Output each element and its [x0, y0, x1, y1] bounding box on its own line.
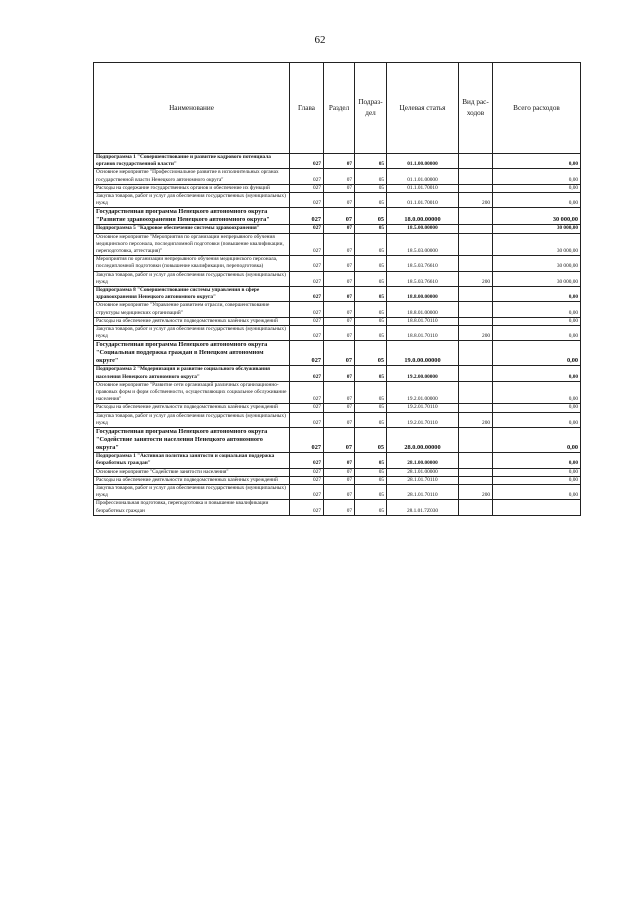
row-target: 18.8.01.70110 [387, 317, 459, 325]
row-section: 07 [324, 366, 355, 381]
row-target: 28.1.01.70110 [387, 476, 459, 484]
table-row [94, 184, 581, 192]
row-expense-type [459, 302, 493, 317]
row-name: Мероприятия по организации непрерывного обучения медицинского персонала, последипломной подготовки (повышение квалификации, переподготовка) [94, 256, 290, 271]
header-total: Всего расходов [493, 63, 581, 154]
row-subsection: 05 [355, 302, 387, 317]
row-subsection: 05 [355, 500, 387, 515]
row-name: Закупка товаров, работ и услуг для обеспечения государственных (муниципальных) нужд [94, 412, 290, 427]
row-expense-type: 200 [459, 412, 493, 427]
row-target: 18.5.03.00000 [387, 233, 459, 256]
header-chapter: Глава [290, 63, 324, 154]
row-target: 28.1.01.70110 [387, 484, 459, 499]
row-subsection: 05 [355, 208, 387, 225]
row-chapter: 027 [290, 287, 324, 302]
row-chapter: 027 [290, 208, 324, 225]
row-chapter: 027 [290, 169, 324, 184]
budget-table [93, 62, 581, 516]
row-total [493, 500, 581, 515]
row-chapter: 027 [290, 500, 324, 515]
row-expense-type [459, 366, 493, 381]
row-section: 07 [324, 468, 355, 476]
row-section: 07 [324, 412, 355, 427]
row-expense-type [459, 476, 493, 484]
row-target: 01.1.01.70010 [387, 193, 459, 208]
row-name: Государственная программа Ненецкого автономного округа "Развитие здравоохранения Ненецкого автономного округа" [94, 208, 290, 225]
row-chapter: 027 [290, 184, 324, 192]
row-subsection: 05 [355, 412, 387, 427]
row-name: Основное мероприятие "Мероприятия по организации непрерывного обучения медицинского персонала, последипломной подготовки (повышение квалификации, переподготовка, аттестация)" [94, 233, 290, 256]
row-subsection: 05 [355, 366, 387, 381]
row-section: 07 [324, 233, 355, 256]
table-row [94, 326, 581, 341]
header-target: Целевая статья [387, 63, 459, 154]
row-target: 18.8.01.70110 [387, 326, 459, 341]
table-row [94, 256, 581, 271]
row-target: 28.1.01.7Z030 [387, 500, 459, 515]
row-target: 18.5.03.76610 [387, 256, 459, 271]
row-subsection: 05 [355, 287, 387, 302]
page-number: 62 [314, 34, 326, 46]
row-expense-type: 200 [459, 484, 493, 499]
row-target: 18.5.03.76610 [387, 271, 459, 286]
row-chapter: 027 [290, 476, 324, 484]
row-target: 18.8.00.00000 [387, 287, 459, 302]
row-chapter: 027 [290, 428, 324, 453]
row-expense-type [459, 341, 493, 366]
row-name: Подпрограмма 8 "Совершенствование системы управления в сфере здравоохранения Ненецкого автономного округа" [94, 287, 290, 302]
row-expense-type [459, 184, 493, 192]
row-expense-type [459, 233, 493, 256]
row-target: 01.1.00.00000 [387, 154, 459, 169]
row-chapter: 027 [290, 412, 324, 427]
row-name: Основное мероприятие "Содействие занятости населения" [94, 468, 290, 476]
row-section: 07 [324, 326, 355, 341]
row-chapter: 027 [290, 366, 324, 381]
row-expense-type [459, 169, 493, 184]
row-name: Расходы на обеспечение деятельности подведомственных казённых учреждений [94, 404, 290, 412]
row-name: Основное мероприятие "Развитие сети организаций различных организационно-правовых форм и форм собственности, осуществляющих социальное обслуживание населения" [94, 381, 290, 404]
row-subsection: 05 [355, 404, 387, 412]
row-section: 07 [324, 302, 355, 317]
row-total: 30 000,00 [493, 271, 581, 286]
row-subsection: 05 [355, 453, 387, 468]
row-section: 07 [324, 476, 355, 484]
table-row [94, 169, 581, 184]
row-chapter: 027 [290, 256, 324, 271]
row-subsection: 05 [355, 484, 387, 499]
table-row [94, 366, 581, 381]
row-target: 18.0.00.00000 [387, 208, 459, 225]
row-target: 19.2.00.00000 [387, 366, 459, 381]
row-expense-type [459, 208, 493, 225]
table-row [94, 208, 581, 225]
table-row [94, 287, 581, 302]
row-chapter: 027 [290, 302, 324, 317]
row-target: 18.8.01.00000 [387, 302, 459, 317]
row-subsection: 05 [355, 184, 387, 192]
row-chapter: 027 [290, 381, 324, 404]
row-chapter: 027 [290, 453, 324, 468]
row-target: 19.2.01.70110 [387, 404, 459, 412]
row-total: 0,00 [493, 453, 581, 468]
table-row [94, 193, 581, 208]
row-target: 01.1.01.00000 [387, 169, 459, 184]
table-row [94, 412, 581, 427]
row-name: Закупка товаров, работ и услуг для обеспечения государственных (муниципальных) нужд [94, 271, 290, 286]
row-total: 0,00 [493, 317, 581, 325]
row-subsection: 05 [355, 326, 387, 341]
row-target: 28.0.00.00000 [387, 428, 459, 453]
row-subsection: 05 [355, 317, 387, 325]
table-row [94, 302, 581, 317]
row-subsection: 05 [355, 341, 387, 366]
row-name: Расходы на обеспечение деятельности подведомственных казённых учреждений [94, 317, 290, 325]
row-name: Подпрограмма 5 "Кадровое обеспечение системы здравоохранения" [94, 225, 290, 233]
row-name: Основное мероприятие "Профессиональное развитие в исполнительных органах государственной власти Ненецкого автономного округа" [94, 169, 290, 184]
table-row [94, 154, 581, 169]
row-expense-type [459, 404, 493, 412]
row-section: 07 [324, 154, 355, 169]
row-subsection: 05 [355, 193, 387, 208]
row-target: 28.1.01.00000 [387, 468, 459, 476]
row-section: 07 [324, 500, 355, 515]
header-name: Наименование [94, 63, 290, 154]
table-row [94, 225, 581, 233]
row-name: Подпрограмма 1 "Совершенствование и развитие кадрового потенциала органов государственной власти" [94, 154, 290, 169]
row-total: 0,00 [493, 341, 581, 366]
row-subsection: 05 [355, 256, 387, 271]
row-total: 0,00 [493, 468, 581, 476]
row-total: 0,00 [493, 287, 581, 302]
row-total: 0,00 [493, 476, 581, 484]
row-name: Основное мероприятие "Управление развитием отрасли, совершенствование структуры медицинских организаций" [94, 302, 290, 317]
row-section: 07 [324, 256, 355, 271]
row-subsection: 05 [355, 154, 387, 169]
row-total: 0,00 [493, 184, 581, 192]
row-total: 0,00 [493, 193, 581, 208]
header-subsection: Подраз-дел [355, 63, 387, 154]
row-chapter: 027 [290, 225, 324, 233]
row-section: 07 [324, 287, 355, 302]
row-target: 01.1.01.70010 [387, 184, 459, 192]
table-row [94, 271, 581, 286]
row-subsection: 05 [355, 428, 387, 453]
row-expense-type [459, 154, 493, 169]
row-chapter: 027 [290, 341, 324, 366]
row-expense-type: 200 [459, 193, 493, 208]
row-target: 19.0.00.00000 [387, 341, 459, 366]
row-subsection: 05 [355, 233, 387, 256]
row-total: 0,00 [493, 381, 581, 404]
row-section: 07 [324, 381, 355, 404]
row-chapter: 027 [290, 271, 324, 286]
row-total: 30 000,00 [493, 225, 581, 233]
row-target: 19.2.01.70110 [387, 412, 459, 427]
table-row [94, 484, 581, 499]
row-chapter: 027 [290, 233, 324, 256]
row-total: 0,00 [493, 366, 581, 381]
row-expense-type: 200 [459, 326, 493, 341]
row-name: Государственная программа Ненецкого автономного округа "Социальная поддержка граждан в Ненецком автономном округе" [94, 341, 290, 366]
row-total: 30 000,00 [493, 256, 581, 271]
table-row [94, 341, 581, 366]
row-target: 28.1.00.00000 [387, 453, 459, 468]
row-section: 07 [324, 225, 355, 233]
row-chapter: 027 [290, 154, 324, 169]
row-section: 07 [324, 453, 355, 468]
row-section: 07 [324, 208, 355, 225]
header-row [94, 63, 581, 154]
row-name: Закупка товаров, работ и услуг для обеспечения государственных (муниципальных) нужд [94, 484, 290, 499]
row-total: 0,00 [493, 428, 581, 453]
row-section: 07 [324, 484, 355, 499]
table-row [94, 381, 581, 404]
row-expense-type [459, 317, 493, 325]
row-expense-type: 200 [459, 271, 493, 286]
row-section: 07 [324, 271, 355, 286]
table-row [94, 428, 581, 453]
row-expense-type [459, 381, 493, 404]
table-row [94, 468, 581, 476]
row-chapter: 027 [290, 404, 324, 412]
row-subsection: 05 [355, 381, 387, 404]
row-name: Подпрограмма 2 "Модернизация и развитие социального обслуживания населения Ненецкого автономного округа" [94, 366, 290, 381]
row-section: 07 [324, 341, 355, 366]
row-name: Закупка товаров, работ и услуг для обеспечения государственных (муниципальных) нужд [94, 193, 290, 208]
row-name: Государственная программа Ненецкого автономного округа "Содействие занятости населения Ненецкого автономного округа" [94, 428, 290, 453]
table-row [94, 317, 581, 325]
row-chapter: 027 [290, 326, 324, 341]
row-section: 07 [324, 404, 355, 412]
row-section: 07 [324, 169, 355, 184]
row-total: 0,00 [493, 302, 581, 317]
row-expense-type [459, 468, 493, 476]
row-chapter: 027 [290, 468, 324, 476]
row-name: Профессиональная подготовка, переподготовка и повышение квалификации безработных граждан [94, 500, 290, 515]
row-subsection: 05 [355, 476, 387, 484]
row-subsection: 05 [355, 225, 387, 233]
row-name: Закупка товаров, работ и услуг для обеспечения государственных (муниципальных) нужд [94, 326, 290, 341]
row-expense-type [459, 428, 493, 453]
row-chapter: 027 [290, 193, 324, 208]
row-section: 07 [324, 317, 355, 325]
row-chapter: 027 [290, 317, 324, 325]
row-total: 0,00 [493, 484, 581, 499]
row-expense-type [459, 287, 493, 302]
table-row [94, 476, 581, 484]
row-section: 07 [324, 184, 355, 192]
row-total: 0,00 [493, 169, 581, 184]
table-row [94, 453, 581, 468]
row-expense-type [459, 453, 493, 468]
row-expense-type [459, 256, 493, 271]
row-target: 19.2.01.00000 [387, 381, 459, 404]
row-name: Расходы на обеспечение деятельности подведомственных казённых учреждений [94, 476, 290, 484]
header-expense-type: Вид рас-ходов [459, 63, 493, 154]
row-total: 30 000,00 [493, 233, 581, 256]
row-total: 0,00 [493, 154, 581, 169]
table-row [94, 500, 581, 515]
row-name: Подпрограмма 1 "Активная политика занятости и социальная поддержка безработных граждан" [94, 453, 290, 468]
table-row [94, 233, 581, 256]
row-subsection: 05 [355, 271, 387, 286]
row-total: 0,00 [493, 404, 581, 412]
row-section: 07 [324, 428, 355, 453]
row-name: Расходы на содержание государственных органов и обеспечение их функций [94, 184, 290, 192]
row-subsection: 05 [355, 468, 387, 476]
row-expense-type [459, 225, 493, 233]
row-expense-type [459, 500, 493, 515]
row-total: 0,00 [493, 326, 581, 341]
row-total: 30 000,00 [493, 208, 581, 225]
row-chapter: 027 [290, 484, 324, 499]
row-subsection: 05 [355, 169, 387, 184]
table-row [94, 404, 581, 412]
header-section: Раздел [324, 63, 355, 154]
row-section: 07 [324, 193, 355, 208]
row-total: 0,00 [493, 412, 581, 427]
row-target: 18.5.00.00000 [387, 225, 459, 233]
